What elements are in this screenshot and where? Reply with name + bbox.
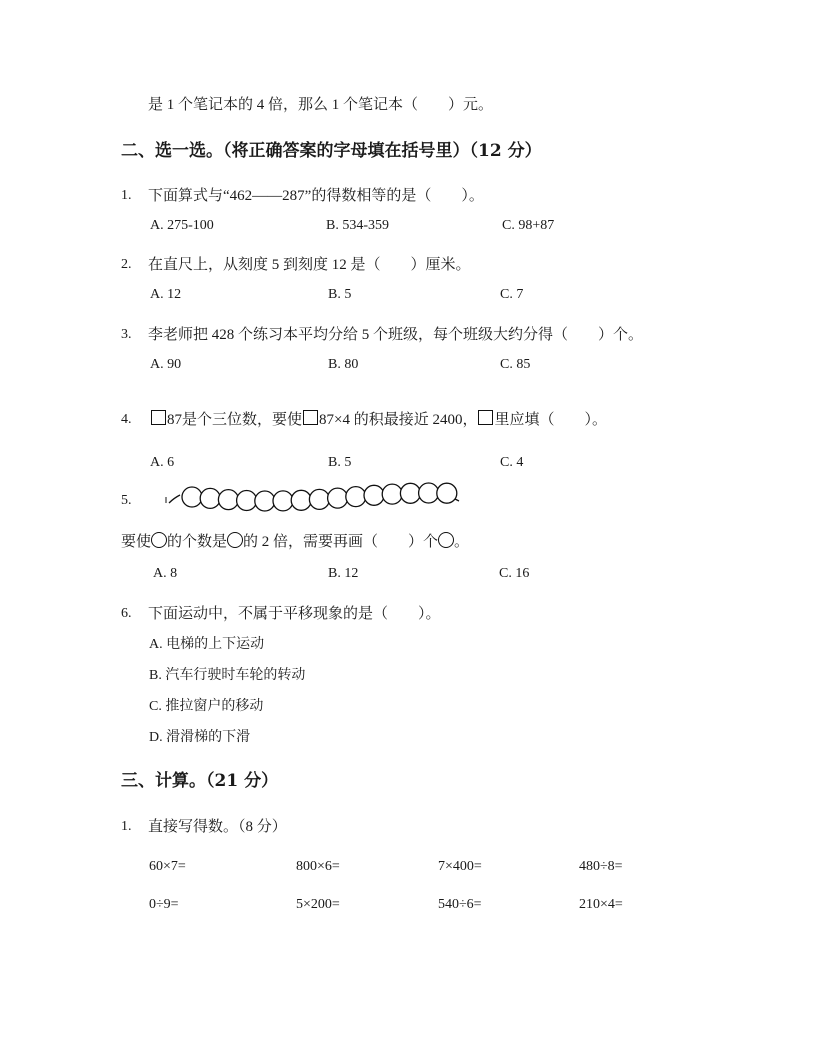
section2-heading: 二、选一选。（将正确答案的字母填在括号里）（12 分） [121, 141, 542, 161]
bead-circle [200, 488, 220, 508]
blank-box-icon [478, 410, 493, 425]
bead-circle [291, 490, 311, 510]
q4-text [150, 410, 607, 430]
q6-option-b: B. 汽车行驶时车轮的转动 [149, 668, 306, 683]
s3-q1-text: 直接写得数。（8 分） [148, 819, 287, 835]
bead-circle [182, 487, 202, 507]
q5-option-c: C. 16 [499, 566, 530, 581]
q1-option-a: A. 275-100 [150, 218, 214, 233]
section3-heading: 三、计算。（21 分） [121, 771, 279, 791]
bead-circle [400, 483, 420, 503]
bead-circle [218, 490, 238, 510]
q2-option-a: A. 12 [150, 287, 182, 302]
top-line: 是 1 个笔记本的 4 倍，那么 1 个笔记本（ ）元。 [148, 97, 494, 113]
blank-box-icon [303, 410, 318, 425]
q6-option-c: C. 推拉窗户的移动 [149, 699, 264, 714]
blank-box-icon [151, 410, 166, 425]
calc-item: 480÷8= [579, 859, 623, 874]
bead-circle [419, 483, 439, 503]
q3-number: 3. [121, 327, 132, 342]
calc-item: 800×6= [296, 859, 340, 874]
s3-q1-number: 1. [121, 819, 132, 834]
bead-circle [382, 484, 402, 504]
bead-circle [237, 491, 257, 511]
q6-text: 下面运动中，不属于平移现象的是（ ）。 [148, 606, 441, 622]
circle-icon [438, 532, 454, 548]
bead-circle [437, 483, 457, 503]
q6-option-d: D. 滑滑梯的下滑 [149, 730, 251, 745]
q6-number: 6. [121, 606, 132, 621]
q2-number: 2. [121, 257, 132, 272]
circle-icon [227, 532, 243, 548]
q4-number: 4. [121, 412, 132, 427]
bead-circle [273, 491, 293, 511]
q1-option-c: C. 98+87 [502, 218, 555, 233]
bead-circle [346, 487, 366, 507]
q4-option-c: C. 4 [500, 455, 524, 470]
q4-text-part2: 87×4 的积最接近 2400， [319, 412, 478, 428]
calc-item: 7×400= [438, 859, 482, 874]
q1-option-b: B. 534-359 [326, 218, 389, 233]
q5-text-part4: 。 [454, 534, 470, 550]
q3-text: 李老师把 428 个练习本平均分给 5 个班级，每个班级大约分得（ ）个。 [148, 327, 644, 343]
circle-icon [151, 532, 167, 548]
calc-item: 60×7= [149, 859, 186, 874]
q5-text-part1: 要使 [121, 534, 152, 550]
q5-text [121, 532, 469, 552]
bead-circle [364, 485, 384, 505]
q6-option-a: A. 电梯的上下运动 [149, 637, 265, 652]
calc-item: 540÷6= [438, 897, 482, 912]
q4-text-part3: 里应填（ ）。 [494, 412, 607, 428]
q4-option-b: B. 5 [328, 455, 352, 470]
q2-text: 在直尺上，从刻度 5 到刻度 12 是（ ）厘米。 [148, 257, 471, 273]
q1-number: 1. [121, 188, 132, 203]
calc-item: 0÷9= [149, 897, 179, 912]
bead-circle [328, 488, 348, 508]
bead-string-figure [165, 475, 465, 519]
q2-option-c: C. 7 [500, 287, 524, 302]
q3-option-a: A. 90 [150, 357, 182, 372]
q3-option-c: C. 85 [500, 357, 531, 372]
q2-option-b: B. 5 [328, 287, 352, 302]
bead-circle [309, 489, 329, 509]
calc-item: 210×4= [579, 897, 623, 912]
q3-option-b: B. 80 [328, 357, 359, 372]
calc-item: 5×200= [296, 897, 340, 912]
q1-text: 下面算式与“462——287”的得数相等的是（ ）。 [148, 188, 484, 204]
q5-option-b: B. 12 [328, 566, 359, 581]
q5-number: 5. [121, 493, 132, 508]
bead-circle [255, 491, 275, 511]
q4-text-part1: 87是个三位数，要使 [167, 412, 303, 428]
q4-option-a: A. 6 [150, 455, 175, 470]
q5-option-a: A. 8 [153, 566, 178, 581]
q5-text-part2: 的个数是 [167, 534, 228, 550]
q5-text-part3: 的 2 倍，需要再画（ ）个 [243, 534, 439, 550]
